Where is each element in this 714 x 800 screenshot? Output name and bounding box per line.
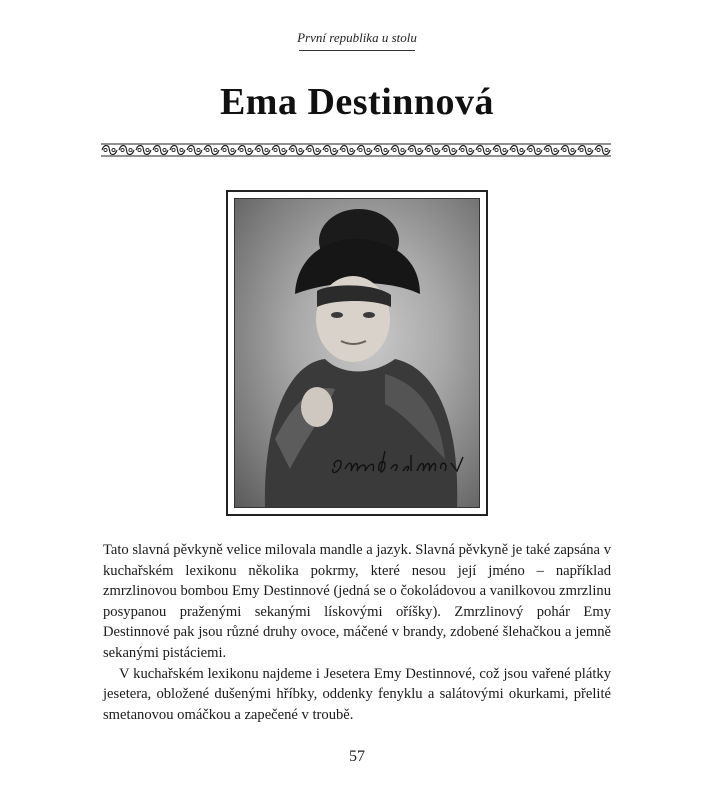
page-title: Ema Destinnová [219,81,495,123]
paragraph-2: V kuchařském lexikonu najdeme i Jesetera Emy Destinnové, což jsou vařené plátky jesetera, obložené dušenými hříbky, oddenky fenyklu a salátovými okurkami, přelité smetanovou omáčkou a zapečené v troubě. [103,665,611,723]
portrait-photo-frame [226,190,488,516]
page-number: 57 [349,748,365,765]
ornamental-divider [101,142,611,158]
portrait-photo [234,198,480,508]
paragraph-1: Tato slavná pěvkyně velice milovala mandle a jazyk. Slavná pěvkyně je také zapsána v kuchařském lexikonu několika pokrmy, které nesou její jméno – například zmrzlinovou bombou Emy Destinnové (jedná se o čokoládovou a vanilkovou zmrzlinu posypanou praženými sekanými lískovými oříšky). Zmrzlinový pohár Emy Destinnové pak jsou různé druhy ovoce, máčené v brandy, zdobené šlehačkou a jemně sekanými pistáciemi. [103,542,611,661]
running-head: První republika u stolu [297,30,417,45]
article-body [103,540,611,725]
running-head-rule [299,50,415,51]
